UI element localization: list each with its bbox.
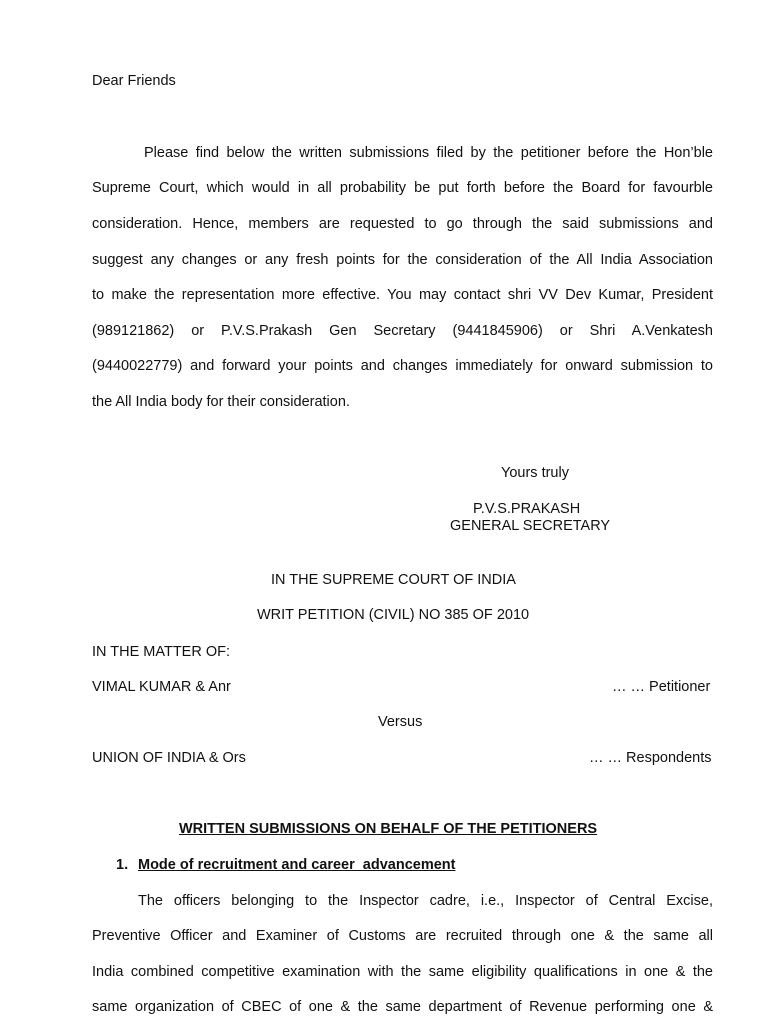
greeting: Dear Friends: [92, 73, 176, 89]
intro-line-2: Supreme Court, which would in all probability be put forth before the Board for favourble: [92, 180, 713, 196]
section-number: 1.: [116, 857, 129, 873]
petitioner-name: VIMAL KUMAR & Anr: [92, 679, 231, 695]
signatory-title: GENERAL SECRETARY: [450, 518, 611, 534]
intro-line-3: consideration. Hence, members are requested to go through the said submissions and: [92, 216, 713, 232]
body-line-2: Preventive Officer and Examiner of Customs are recruited through one & the same all: [92, 928, 713, 944]
court-name: IN THE SUPREME COURT OF INDIA: [271, 572, 516, 588]
intro-line-5: to make the representation more effective. You may contact shri VV Dev Kumar, President: [92, 287, 713, 303]
intro-line-1: Please find below the written submissions filed by the petitioner before the Hon’ble: [144, 145, 713, 161]
closing: Yours truly: [501, 465, 569, 481]
body-line-4: same organization of CBEC of one & the same department of Revenue performing one &: [92, 999, 713, 1015]
respondent-role: … … Respondents: [589, 750, 712, 766]
respondent-name: UNION OF INDIA & Ors: [92, 750, 246, 766]
petitioner-role: … … Petitioner: [612, 679, 711, 695]
signatory-name: P.V.S.PRAKASH: [473, 501, 581, 517]
body-line-3: India combined competitive examination with the same eligibility qualifications in one & the: [92, 964, 713, 980]
intro-line-6: (989121862) or P.V.S.Prakash Gen Secretary (9441845906) or Shri A.Venkatesh: [92, 323, 713, 339]
body-line-1: The officers belonging to the Inspector cadre, i.e., Inspector of Central Excise,: [138, 893, 713, 909]
petition-number: WRIT PETITION (CIVIL) NO 385 OF 2010: [257, 607, 530, 623]
intro-line-7: (9440022779) and forward your points and changes immediately for onward submission to: [92, 358, 713, 374]
section-heading: Mode of recruitment and career advancement: [138, 857, 456, 873]
submissions-heading: WRITTEN SUBMISSIONS ON BEHALF OF THE PETITIONERS: [179, 821, 598, 837]
intro-line-8: the All India body for their consideration.: [92, 394, 350, 410]
versus-label: Versus: [378, 714, 423, 730]
intro-line-4: suggest any changes or any fresh points for the consideration of the All India Association: [92, 252, 713, 268]
matter-label: IN THE MATTER OF:: [92, 644, 231, 660]
